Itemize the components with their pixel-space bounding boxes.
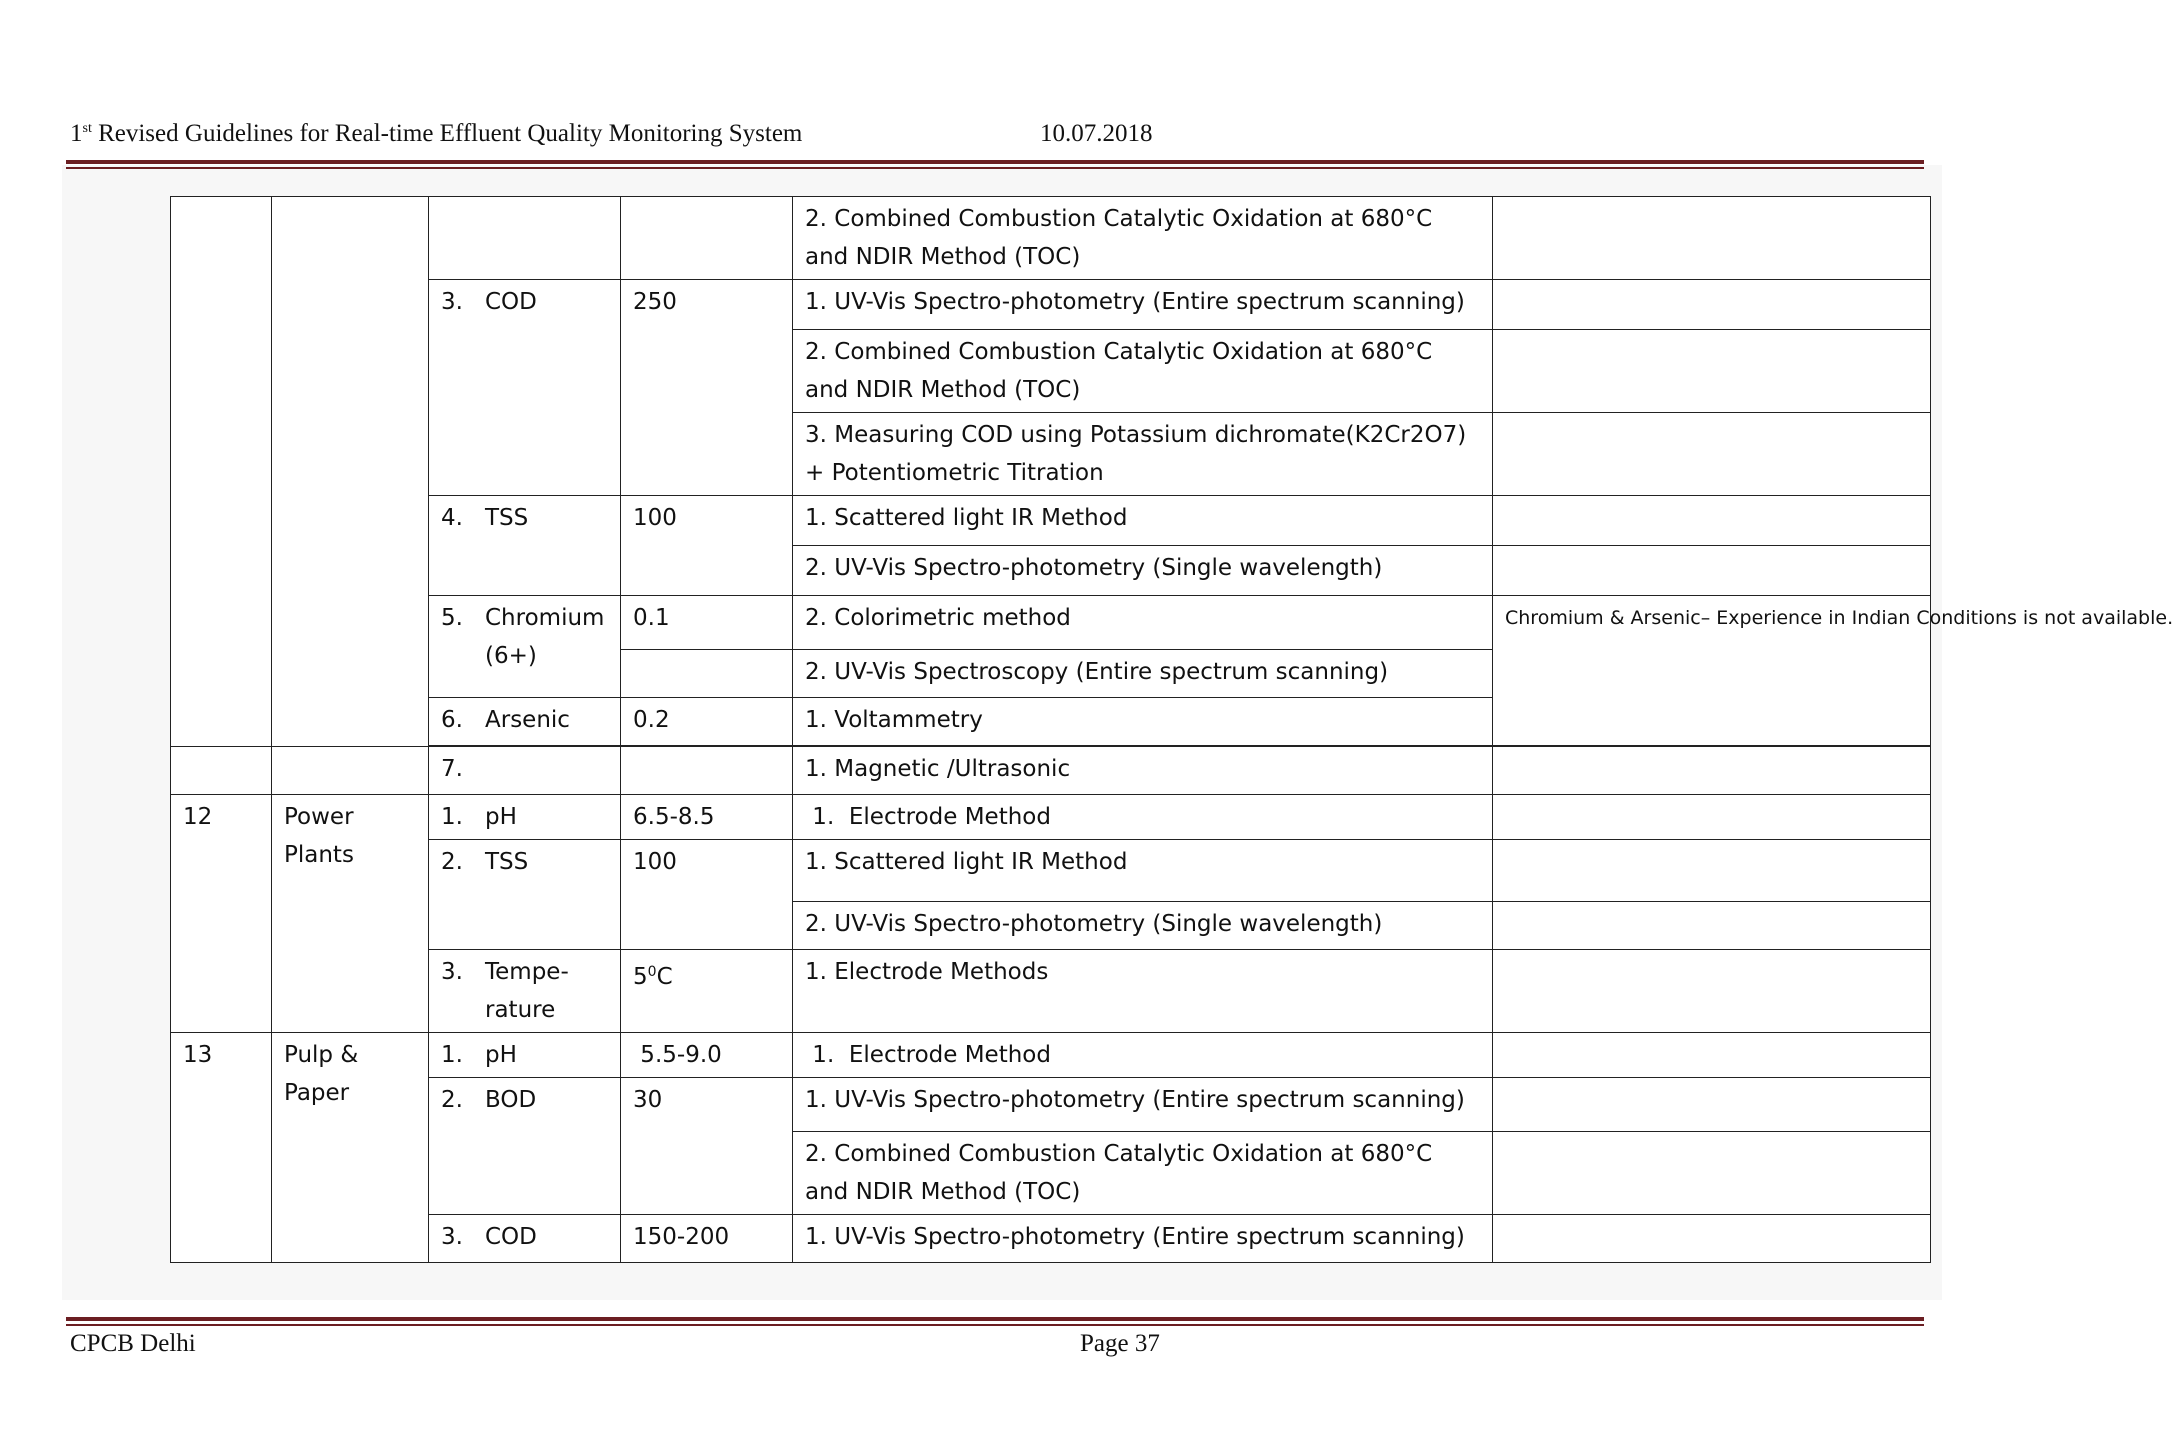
- page-number: Page 37: [1080, 1330, 1160, 1357]
- remark-cell: [1493, 330, 1931, 413]
- table-row: [171, 747, 1931, 795]
- param-cell: 3. COD: [429, 1215, 621, 1263]
- remark-cell: [1493, 546, 1931, 596]
- param-cell: 3. Tempe-rature: [429, 950, 621, 1033]
- limit-cell: 0.2: [621, 698, 793, 746]
- method-cell: 1. UV-Vis Spectro-photometry (Entire spectrum scanning): [793, 280, 1493, 330]
- limit-cell: 6.5-8.5: [621, 795, 793, 840]
- header-rule: [66, 160, 1924, 164]
- method-cell: 2. Combined Combustion Catalytic Oxidation at 680°C and NDIR Method (TOC): [793, 330, 1493, 413]
- method-cell: 2. UV-Vis Spectro-photometry (Single wavelength): [793, 902, 1493, 950]
- footer-org: CPCB Delhi: [70, 1330, 196, 1357]
- limit-cell: 0.1: [621, 596, 793, 650]
- table-row: [171, 1215, 1931, 1263]
- page-footer: [70, 1330, 1930, 1370]
- sno-cell: [171, 747, 272, 795]
- param-cell: 3. COD: [429, 280, 621, 496]
- remark-cell: [1493, 1132, 1931, 1215]
- footer-rule-thin: [66, 1324, 1924, 1326]
- sno-cell: 13: [171, 1033, 272, 1263]
- footer-rule: [66, 1317, 1924, 1321]
- remark-cell: [1493, 902, 1931, 950]
- limit-cell: [621, 197, 793, 280]
- limit-cell: 30: [621, 1078, 793, 1215]
- method-cell: 1. Voltammetry: [793, 698, 1493, 746]
- industry-cell: Power Plants: [272, 795, 429, 1033]
- method-cell: 1. Electrode Method: [793, 795, 1493, 840]
- table-row: [171, 950, 1931, 1033]
- remark-cell: [1493, 280, 1931, 330]
- table-row: [171, 840, 1931, 902]
- method-cell: 1. Magnetic /Ultrasonic: [793, 747, 1493, 795]
- industry-cell: [272, 197, 429, 747]
- header-rule-thin: [66, 167, 1924, 169]
- limit-cell: 100: [621, 496, 793, 596]
- param-cell: [429, 197, 621, 280]
- limit-cell: $5^0C$: [621, 950, 793, 1033]
- method-cell: 3. Measuring COD using Potassium dichromate(K2Cr2O7) + Potentiometric Titration: [793, 413, 1493, 496]
- method-cell: 2. Colorimetric method: [793, 596, 1493, 650]
- param-cell: 2. BOD: [429, 1078, 621, 1215]
- remark-cell: [1493, 413, 1931, 496]
- param-cell: 2. TSS: [429, 840, 621, 950]
- remark-cell: [1493, 1215, 1931, 1263]
- limit-cell: [621, 650, 793, 698]
- method-cell: 1. UV-Vis Spectro-photometry (Entire spectrum scanning): [793, 1078, 1493, 1132]
- remark-cell: [1493, 840, 1931, 902]
- remark-cell: Chromium & Arsenic– Experience in Indian Conditions is not available.: [1493, 596, 1931, 746]
- table-row: [171, 197, 1931, 280]
- parameters-table: [170, 196, 2173, 1263]
- method-cell: 2. UV-Vis Spectroscopy (Entire spectrum scanning): [793, 650, 1493, 698]
- header-title: 1st Revised Guidelines for Real-time Effluent Quality Monitoring System: [70, 120, 803, 147]
- limit-cell: 100: [621, 840, 793, 950]
- remark-cell: [1493, 795, 1931, 840]
- param-cell: 1. pH: [429, 1033, 621, 1078]
- table-row: [171, 496, 1931, 546]
- method-cell: 1. Scattered light IR Method: [793, 840, 1493, 902]
- table-row: [171, 1033, 1931, 1078]
- param-cell: 1. pH: [429, 795, 621, 840]
- remark-cell: [1493, 197, 1931, 280]
- sno-cell: 12: [171, 795, 272, 1033]
- method-cell: 2. UV-Vis Spectro-photometry (Single wavelength): [793, 546, 1493, 596]
- param-cell: 7.: [429, 747, 621, 795]
- table-row: [171, 795, 1931, 840]
- limit-cell: 250: [621, 280, 793, 496]
- industry-cell: Pulp & Paper: [272, 1033, 429, 1263]
- industry-cell: [272, 747, 429, 795]
- method-cell: 1. Electrode Method: [793, 1033, 1493, 1078]
- page-header: [70, 120, 1930, 160]
- method-cell: 1. Electrode Methods: [793, 950, 1493, 1033]
- limit-cell: 150-200: [621, 1215, 793, 1263]
- sno-cell: [171, 197, 272, 747]
- method-cell: 1. Scattered light IR Method: [793, 496, 1493, 546]
- method-cell: 1. UV-Vis Spectro-photometry (Entire spectrum scanning): [793, 1215, 1493, 1263]
- method-cell: 2. Combined Combustion Catalytic Oxidation at 680°C and NDIR Method (TOC): [793, 1132, 1493, 1215]
- limit-cell: 5.5-9.0: [621, 1033, 793, 1078]
- table-row: [171, 596, 1931, 650]
- method-cell: 2. Combined Combustion Catalytic Oxidation at 680°C and NDIR Method (TOC): [793, 197, 1493, 280]
- remark-cell: [1493, 1033, 1931, 1078]
- header-date: 10.07.2018: [1040, 120, 1153, 147]
- remark-cell: [1493, 950, 1931, 1033]
- remark-cell: [1493, 747, 1931, 795]
- remark-cell: [1493, 496, 1931, 546]
- param-cell: 6. Arsenic: [429, 698, 621, 746]
- remark-cell: [1493, 1078, 1931, 1132]
- param-cell: 4. TSS: [429, 496, 621, 596]
- param-cell: 5. Chromium (6+): [429, 596, 621, 698]
- limit-cell: [621, 747, 793, 795]
- table-row: [171, 280, 1931, 330]
- table-row: [171, 1078, 1931, 1132]
